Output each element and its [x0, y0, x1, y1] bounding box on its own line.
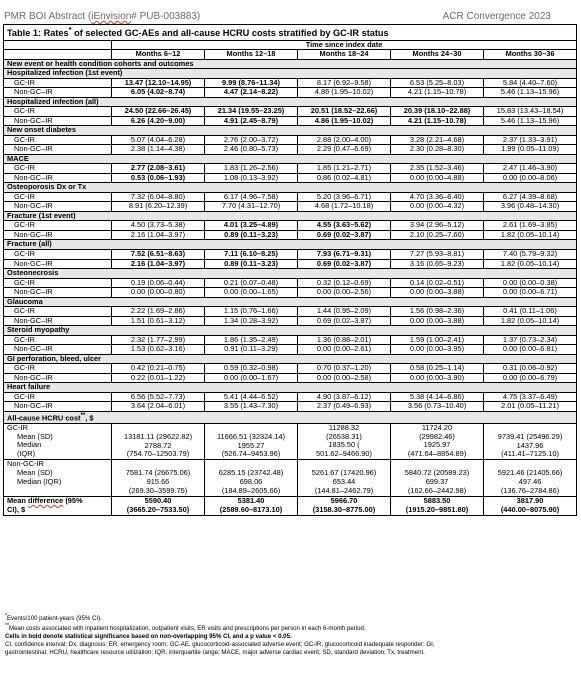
rate-cell: 1.82 (0.05–10.14)	[484, 316, 577, 326]
table-row	[4, 202, 577, 212]
hcru-row-label	[4, 460, 112, 497]
table-row	[4, 373, 577, 383]
rate-cell: 4.86 (1.95–10.02)	[298, 116, 391, 126]
rate-cell: 4.68 (1.72–10.18)	[298, 202, 391, 212]
rate-cell: 20.39 (18.10–22.88)	[391, 107, 484, 117]
cell-line: 1835.50 (	[328, 440, 360, 450]
page-header	[4, 11, 577, 23]
hcru-cost-cell	[298, 423, 391, 460]
rate-cell: 0.00 (0.00–6.81)	[484, 345, 577, 355]
rate-cell: 0.22 (0.01–1.22)	[112, 373, 205, 383]
rate-cell: 2.01 (0.05–11.21)	[484, 402, 577, 412]
rate-cell: 0.21 (0.07–0.48)	[205, 278, 298, 288]
rate-cell: 0.00 (0.00–6.79)	[484, 373, 577, 383]
header-empty-cell	[4, 50, 112, 60]
cell-line: (144.81–2462.79)	[314, 486, 374, 496]
section-header-row	[4, 97, 577, 107]
rate-cell: 0.00 (0.00–6.71)	[484, 288, 577, 298]
table-row	[4, 221, 577, 231]
rate-cell: 0.91 (0.11–3.29)	[205, 345, 298, 355]
cell-line: 1955.27	[237, 440, 265, 450]
cell-line: 11288.32	[328, 423, 360, 432]
cell-line: 1925.97	[423, 440, 451, 450]
table-row	[4, 316, 577, 326]
rate-cell: 2.35 (1.52–3.46)	[391, 164, 484, 174]
hcru-row	[4, 460, 577, 497]
section-title: Fracture (all)	[4, 240, 577, 250]
table-row	[4, 107, 577, 117]
time-since-index-header: Time since index date	[112, 40, 577, 50]
row-label: GC-IR	[4, 364, 112, 374]
row-label: Non-GC–IR	[4, 202, 112, 212]
rate-cell: 5.07 (4.04–6.28)	[112, 135, 205, 145]
rate-cell: 7.32 (6.04–8.80)	[112, 192, 205, 202]
mean-difference-cell	[391, 496, 484, 515]
cell-line: 2788.72	[144, 440, 172, 450]
rate-cell: 21.34 (19.55–23.25)	[205, 107, 298, 117]
cell-line: 9739.41 (25496.29)	[497, 431, 563, 441]
table-title-row	[4, 25, 577, 41]
column-header: Months 30–36	[484, 50, 577, 60]
cell-line: 497.46	[518, 477, 542, 487]
row-label: Non-GC–IR	[4, 373, 112, 383]
footnote-cost: **Mean costs associated with inpatient hospitalization, outpatient visits, ER visits and prescriptions per person in each 6-month period.	[5, 623, 366, 633]
section-header-row	[4, 126, 577, 136]
cell-line: 915.66	[146, 477, 170, 487]
rate-cell: 4.75 (3.37–6.49)	[484, 392, 577, 402]
rate-cell: 2.88 (2.00–4.00)	[298, 135, 391, 145]
section-title: MACE	[4, 154, 577, 164]
hcru-row	[4, 423, 577, 460]
hcru-cost-cell	[484, 460, 577, 497]
footnote-rate: *Events/100 patient-years (95% CI).	[5, 613, 102, 623]
rate-cell: 6.27 (4.39–8.68)	[484, 192, 577, 202]
cell-line: (526.74–9453.96)	[221, 449, 281, 459]
group-header-row	[4, 40, 577, 50]
rate-cell: 4.47 (2.14–8.22)	[205, 88, 298, 98]
rate-cell: 2.47 (1.46–3.90)	[484, 164, 577, 174]
section-title: Osteoporosis Dx or Tx	[4, 183, 577, 193]
table-row	[4, 335, 577, 345]
cell-line: 11666.51 (32324.14)	[216, 431, 286, 441]
cell-line: 13181.11 (29622.82)	[123, 431, 193, 441]
row-label: Non-GC–IR	[4, 145, 112, 155]
rate-cell: 1.08 (0.13–3.92)	[205, 173, 298, 183]
cell-line: (754.70–12503.79)	[126, 449, 190, 459]
hcru-header-row	[4, 411, 577, 423]
rate-cell: 0.00 (0.00–4.88)	[391, 173, 484, 183]
rate-cell: 2.29 (0.47–6.69)	[298, 145, 391, 155]
rate-cell: 3.16 (0.65–9.23)	[391, 259, 484, 269]
row-label: GC-IR	[4, 192, 112, 202]
rate-cell: 7.40 (5.79–9.32)	[484, 249, 577, 259]
mean-difference-label: Mean difference (95% CI), $	[4, 496, 112, 515]
hcru-cost-cell	[298, 460, 391, 497]
cell-line: 5261.67 (17420.96)	[311, 468, 377, 478]
rate-cell: 4.90 (3.87–6.12)	[298, 392, 391, 402]
rate-cell: 1.56 (0.98–2.36)	[391, 307, 484, 317]
rate-cell: 0.00 (0.00–3.90)	[391, 373, 484, 383]
rate-cell: 3.55 (1.43–7.30)	[205, 402, 298, 412]
rate-cell: 2.32 (1.77–2.99)	[112, 335, 205, 345]
hcru-cost-cell	[205, 423, 298, 460]
table-row	[4, 402, 577, 412]
section-title: Heart failure	[4, 383, 577, 393]
column-header: Months 12–18	[205, 50, 298, 60]
rate-cell: 3.64 (2.04–6.01)	[112, 402, 205, 412]
rate-cell: 4.01 (3.25–4.89)	[205, 221, 298, 231]
table-row	[4, 192, 577, 202]
cell-line: 653.44	[332, 477, 356, 487]
hcru-cost-cell	[391, 460, 484, 497]
section-header-row	[4, 354, 577, 364]
row-label: GC-IR	[4, 135, 112, 145]
rate-cell: 2.77 (2.08–3.61)	[112, 164, 205, 174]
table-row	[4, 288, 577, 298]
hcru-cost-cell	[205, 460, 298, 497]
row-label: GC-IR	[4, 221, 112, 231]
rate-cell: 1.44 (0.95–2.09)	[298, 307, 391, 317]
cell-line: (471.64–8854.89)	[407, 449, 467, 459]
rate-cell: 0.00 (0.00–2.61)	[298, 345, 391, 355]
rate-cell: 1.36 (0.88–2.01)	[298, 335, 391, 345]
rate-cell: 8.17 (6.92–9.58)	[298, 78, 391, 88]
hcru-cost-cell	[484, 423, 577, 460]
rate-cell: 1.59 (1.00–2.41)	[391, 335, 484, 345]
rate-cell: 0.19 (0.06–0.44)	[112, 278, 205, 288]
stat-label: Mean (SD)	[17, 431, 53, 441]
abstract-id: PMR BOI Abstract (iEnvision# PUB-003883)	[4, 11, 201, 22]
rate-cell: 2.16 (1.04–3.97)	[112, 230, 205, 240]
row-label: GC-IR	[4, 164, 112, 174]
rate-cell: 7.11 (6.10–8.25)	[205, 249, 298, 259]
table-row	[4, 145, 577, 155]
section-header-row	[4, 383, 577, 393]
cell-line: GC-IR	[7, 423, 28, 432]
results-table	[3, 24, 577, 516]
rate-cell: 0.31 (0.06–0.92)	[484, 364, 577, 374]
cell-line: 5840.72 (20589.23)	[404, 468, 470, 478]
rate-cell: 2.61 (1.69–3.85)	[484, 221, 577, 231]
cell-line: (269.30–3599.75)	[128, 486, 188, 496]
footnote-abbreviations-1: CI, confidence interval; Dx, diagnosis; ER, emergency room; GC-AE, glucocorticoid-associated adverse event; GC-IR, glucocorticoid inadequate responder; GI,	[5, 641, 435, 649]
rate-cell: 0.53 (0.06–1.93)	[112, 173, 205, 183]
section-header-row	[4, 211, 577, 221]
rate-cell: 0.69 (0.02–3.87)	[298, 259, 391, 269]
rate-cell: 0.00 (0.00–0.80)	[112, 288, 205, 298]
rate-cell: 6.56 (5.52–7.73)	[112, 392, 205, 402]
section-title: Osteonecrosis	[4, 269, 577, 279]
rate-cell: 0.58 (0.25–1.14)	[391, 364, 484, 374]
rate-cell: 0.69 (0.02–3.87)	[298, 230, 391, 240]
section-title: Steroid myopathy	[4, 326, 577, 336]
section-title: Fracture (1st event)	[4, 211, 577, 221]
stat-label: Median	[17, 440, 42, 450]
section-title: Hospitalized infection (all)	[4, 97, 577, 107]
cell-line: 5966.70	[330, 496, 358, 505]
row-label: GC-IR	[4, 107, 112, 117]
mean-difference-cell	[298, 496, 391, 515]
rate-cell: 0.00 (0.00–2.56)	[298, 288, 391, 298]
rate-cell: 1.34 (0.28–3.92)	[205, 316, 298, 326]
table-row	[4, 164, 577, 174]
section-header-row	[4, 240, 577, 250]
cell-line: 1437.96	[516, 440, 544, 450]
cell-line: 7581.74 (26675.06)	[125, 468, 191, 478]
table-row	[4, 173, 577, 183]
rate-cell: 0.42 (0.21–0.75)	[112, 364, 205, 374]
rate-cell: 4.70 (3.36–6.40)	[391, 192, 484, 202]
row-label: Non-GC–IR	[4, 345, 112, 355]
rate-cell: 0.00 (0.00–3.95)	[391, 345, 484, 355]
row-label: GC-IR	[4, 78, 112, 88]
cell-line: 5381.40	[237, 496, 265, 505]
hcru-cost-cell	[112, 460, 205, 497]
cell-line: (440.00–8075.90)	[500, 504, 560, 514]
rate-cell: 0.86 (0.02–4.81)	[298, 173, 391, 183]
cell-line: (2589.60–8173.10)	[219, 504, 283, 514]
section-header-row	[4, 154, 577, 164]
cell-line: Non-GC-IR	[7, 459, 44, 469]
row-label: Non-GC–IR	[4, 88, 112, 98]
table-row	[4, 364, 577, 374]
rate-cell: 0.00 (0.00–4.32)	[391, 202, 484, 212]
row-label: GC-IR	[4, 278, 112, 288]
intro-label: New event or health condition cohorts and outcomes	[4, 59, 577, 69]
table-row	[4, 230, 577, 240]
rate-cell: 6.05 (4.02–8.74)	[112, 88, 205, 98]
rate-cell: 0.41 (0.11–1.06)	[484, 307, 577, 317]
rate-cell: 2.38 (1.14–4.38)	[112, 145, 205, 155]
rate-cell: 1.82 (0.05–10.14)	[484, 230, 577, 240]
mean-difference-cell	[484, 496, 577, 515]
footnotes	[5, 613, 577, 657]
column-header: Months 24–30	[391, 50, 484, 60]
row-label: GC-IR	[4, 392, 112, 402]
mean-difference-row	[4, 496, 577, 515]
table-row	[4, 345, 577, 355]
rate-cell: 1.15 (0.76–1.66)	[205, 307, 298, 317]
table-row	[4, 78, 577, 88]
hcru-cost-cell	[391, 423, 484, 460]
section-header-row	[4, 297, 577, 307]
rate-cell: 7.70 (4.31–12.70)	[205, 202, 298, 212]
cell-line: 698.06	[239, 477, 263, 487]
cell-line: 699.37	[425, 477, 449, 487]
rate-cell: 13.47 (12.10–14.95)	[112, 78, 205, 88]
rate-cell: 0.14 (0.02–0.51)	[391, 278, 484, 288]
rate-cell: 20.51 (18.52–22.66)	[298, 107, 391, 117]
cell-line: 5590.40	[144, 496, 172, 505]
table-row	[4, 116, 577, 126]
rate-cell: 0.00 (0.00–1.67)	[205, 373, 298, 383]
rate-cell: 24.50 (22.66–26.45)	[112, 107, 205, 117]
cell-line: (3158.30–8775.00)	[312, 504, 376, 514]
rate-cell: 9.99 (8.76–11.34)	[205, 78, 298, 88]
rate-cell: 1.85 (1.21–2.71)	[298, 164, 391, 174]
rate-cell: 2.37 (0.49–6.93)	[298, 402, 391, 412]
table-row	[4, 88, 577, 98]
section-header-row	[4, 183, 577, 193]
hcru-cost-cell	[112, 423, 205, 460]
cell-line: (29982.46)	[419, 431, 455, 441]
rate-cell: 0.69 (0.02–3.87)	[298, 316, 391, 326]
table-row	[4, 278, 577, 288]
hcru-title: All-cause HCRU cost**, $	[4, 411, 577, 423]
rate-cell: 8.91 (6.20–12.39)	[112, 202, 205, 212]
rate-cell: 0.70 (0.37–1.20)	[298, 364, 391, 374]
rate-cell: 3.56 (0.73–10.40)	[391, 402, 484, 412]
row-label: GC-IR	[4, 249, 112, 259]
row-label: GC-IR	[4, 307, 112, 317]
rate-cell: 3.94 (2.96–5.12)	[391, 221, 484, 231]
rate-cell: 2.22 (1.69–2.86)	[112, 307, 205, 317]
cell-line: (1915.20–9851.80)	[405, 504, 469, 514]
conference-name: ACR Convergence 2023	[442, 11, 551, 22]
cell-line: 501.62–9466.90)	[316, 449, 372, 459]
rate-cell: 0.00 (0.00–2.58)	[298, 373, 391, 383]
row-label: Non-GC–IR	[4, 402, 112, 412]
rate-cell: 5.46 (1.13–15.96)	[484, 88, 577, 98]
cell-line: 3817.90	[516, 496, 544, 505]
rate-cell: 4.21 (1.15–10.78)	[391, 88, 484, 98]
mean-difference-cell	[205, 496, 298, 515]
cell-line: 5921.46 (21405.66)	[497, 468, 563, 478]
rate-cell: 6.26 (4.20–9.00)	[112, 116, 205, 126]
row-label: Non-GC–IR	[4, 259, 112, 269]
rate-cell: 0.00 (0.00–8.06)	[484, 173, 577, 183]
section-title: New onset diabetes	[4, 126, 577, 136]
row-label: Non-GC–IR	[4, 173, 112, 183]
header-empty-cell	[4, 40, 112, 50]
rate-cell: 4.91 (2.45–8.79)	[205, 116, 298, 126]
row-label: Non-GC–IR	[4, 288, 112, 298]
section-header-row	[4, 69, 577, 79]
section-title: GI perforation, bleed, ulcer	[4, 354, 577, 364]
rate-cell: 2.76 (2.00–3.72)	[205, 135, 298, 145]
rate-cell: 2.46 (0.80–5.73)	[205, 145, 298, 155]
rate-cell: 1.99 (0.05–11.09)	[484, 145, 577, 155]
mean-difference-cell	[112, 496, 205, 515]
rate-cell: 4.50 (3.73–5.38)	[112, 221, 205, 231]
intro-row	[4, 59, 577, 69]
cell-line: 6285.15 (23742.48)	[218, 468, 284, 478]
rate-cell: 4.55 (3.63–5.62)	[298, 221, 391, 231]
cell-line: 11724.20	[421, 423, 453, 432]
row-label: GC-IR	[4, 335, 112, 345]
section-header-row	[4, 326, 577, 336]
row-label: Non-GC–IR	[4, 116, 112, 126]
table-title: Table 1: Rates* of selected GC-AEs and all-cause HCRU costs stratified by GC-IR status	[4, 25, 577, 41]
column-header: Months 6–12	[112, 50, 205, 60]
section-title: Hospitalized infection (1st event)	[4, 69, 577, 79]
rate-cell: 0.89 (0.11–3.23)	[205, 230, 298, 240]
table-row	[4, 307, 577, 317]
hcru-row-label	[4, 423, 112, 460]
rate-cell: 6.53 (5.25–8.03)	[391, 78, 484, 88]
rate-cell: 0.59 (0.32–0.98)	[205, 364, 298, 374]
row-label: Non-GC–IR	[4, 230, 112, 240]
cell-line: (136.76–2784.86)	[500, 486, 560, 496]
rate-cell: 0.00 (0.00–3.88)	[391, 316, 484, 326]
section-title: Glaucoma	[4, 297, 577, 307]
rate-cell: 2.30 (0.28–8.30)	[391, 145, 484, 155]
rate-cell: 2.10 (0.25–7.60)	[391, 230, 484, 240]
column-header-row	[4, 50, 577, 60]
rate-cell: 15.83 (13.43–18.54)	[484, 107, 577, 117]
rate-cell: 0.89 (0.11–3.23)	[205, 259, 298, 269]
rate-cell: 1.37 (0.73–2.34)	[484, 335, 577, 345]
cell-line: (184.89–2605.66)	[221, 486, 281, 496]
rate-cell: 2.16 (1.04–3.97)	[112, 259, 205, 269]
rate-cell: 5.84 (4.40–7.60)	[484, 78, 577, 88]
rate-cell: 1.86 (1.35–2.49)	[205, 335, 298, 345]
rate-cell: 7.27 (5.93–8.81)	[391, 249, 484, 259]
cell-line: CI), $	[7, 504, 26, 514]
rate-cell: 0.00 (0.00–0.38)	[484, 278, 577, 288]
rate-cell: 1.83 (1.26–2.56)	[205, 164, 298, 174]
rate-cell: 4.86 (1.95–10.02)	[298, 88, 391, 98]
rate-cell: 0.00 (0.00–1.65)	[205, 288, 298, 298]
rate-cell: 2.37 (1.33–3.91)	[484, 135, 577, 145]
stat-label: Mean (SD)	[17, 468, 53, 478]
cell-line: (162.66–2442.98)	[407, 486, 467, 496]
rate-cell: 3.28 (2.21–4.68)	[391, 135, 484, 145]
rate-cell: 4.21 (1.15–10.78)	[391, 116, 484, 126]
table-row	[4, 135, 577, 145]
rate-cell: 5.46 (1.13–15.96)	[484, 116, 577, 126]
rate-cell: 1.51 (0.61–3.12)	[112, 316, 205, 326]
rate-cell: 0.32 (0.12–0.69)	[298, 278, 391, 288]
footnote-significance: Cells in bold denote statistical significance based on non-overlapping 95% CI, and a p value < 0.05.	[5, 633, 292, 641]
rate-cell: 5.41 (4.44–6.52)	[205, 392, 298, 402]
footnote-abbreviations-2: gastrointestinal; HCRU, healthcare resource utilization; IQR, interquartile range; MACE, major adverse cardiac event; SD, standard deviation; Tx, treatment.	[5, 649, 425, 657]
cell-line: 5883.50	[423, 496, 451, 505]
cell-line: (26538.31)	[326, 431, 362, 441]
rate-cell: 5.38 (4.14–6.86)	[391, 392, 484, 402]
cell-line: (411.41–7125.10)	[501, 449, 559, 459]
row-label: Non-GC–IR	[4, 316, 112, 326]
stat-label: Median (IQR)	[17, 477, 62, 487]
table-row	[4, 392, 577, 402]
rate-cell: 0.00 (0.00–3.88)	[391, 288, 484, 298]
rate-cell: 6.17 (4.96–7.58)	[205, 192, 298, 202]
rate-cell: 3.96 (0.48–14.30)	[484, 202, 577, 212]
rate-cell: 7.93 (6.71–9.31)	[298, 249, 391, 259]
rate-cell: 5.20 (3.96–6.71)	[298, 192, 391, 202]
cell-line: (3665.20–7533.50)	[126, 504, 190, 514]
rate-cell: 1.82 (0.05–10.14)	[484, 259, 577, 269]
section-header-row	[4, 269, 577, 279]
table-row	[4, 259, 577, 269]
table-row	[4, 249, 577, 259]
stat-label: (IQR)	[17, 449, 36, 459]
column-header: Months 18–24	[298, 50, 391, 60]
rate-cell: 1.53 (0.62–3.16)	[112, 345, 205, 355]
rate-cell: 7.52 (6.51–8.63)	[112, 249, 205, 259]
